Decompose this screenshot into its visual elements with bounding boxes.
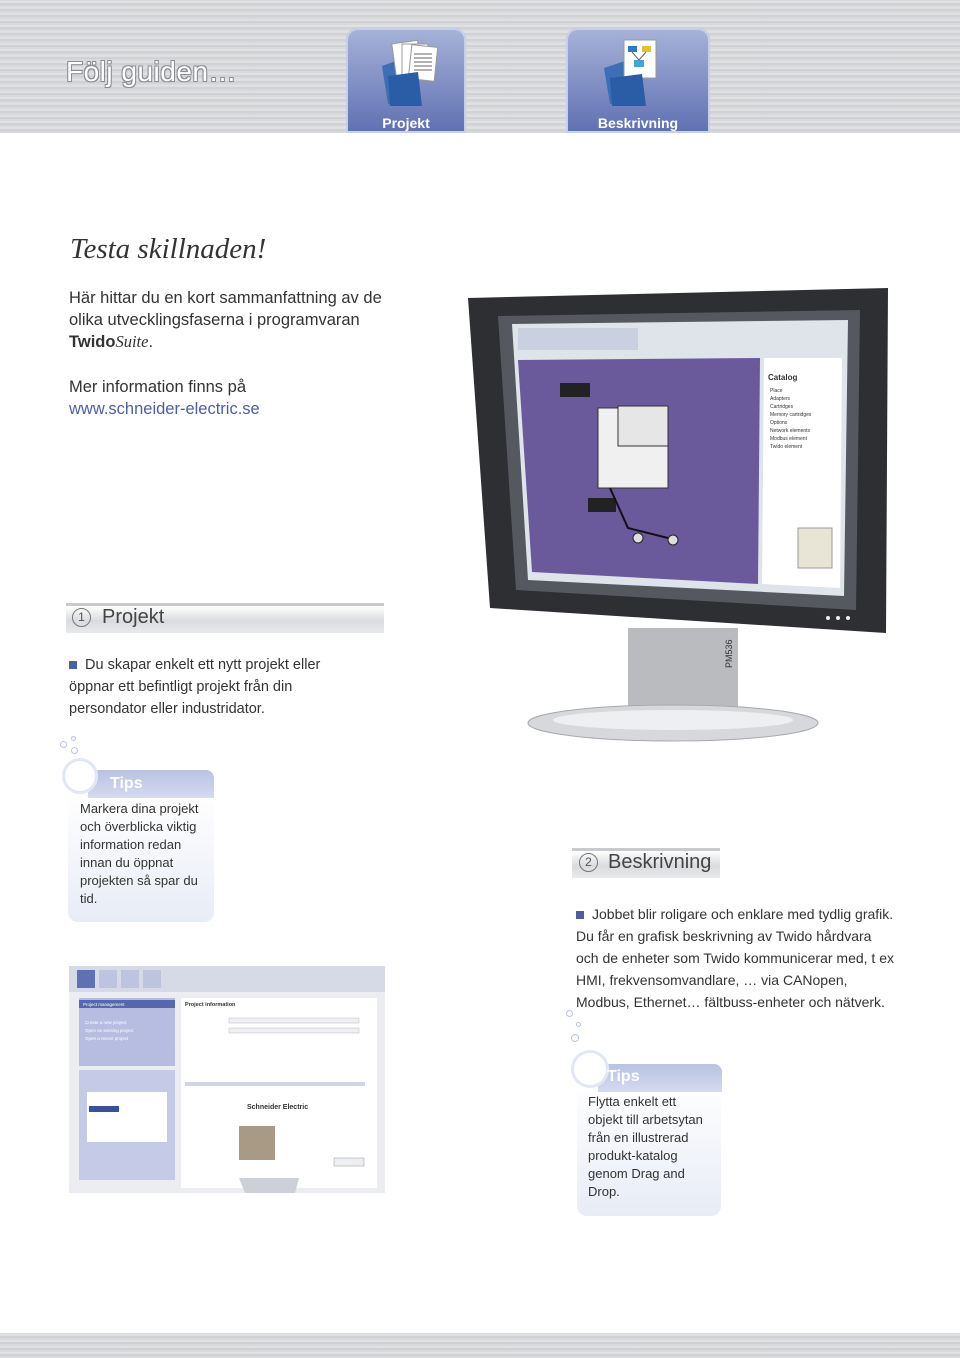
- catalog-item: Adapters: [770, 396, 791, 402]
- project-screenshot: [69, 966, 385, 1193]
- catalog-item: Modbus element: [770, 436, 807, 442]
- catalog-title: Catalog: [768, 373, 798, 382]
- tab-beskrivning[interactable]: [566, 28, 710, 133]
- bubble-icon: [71, 736, 76, 741]
- project-action: Open an existing project: [85, 1028, 134, 1033]
- brand-suite: Suite: [115, 332, 149, 351]
- footer-band: [0, 1333, 960, 1358]
- bubble-icon: [62, 758, 98, 794]
- website-link[interactable]: www.schneider-electric.se: [69, 400, 260, 418]
- intro-text: [69, 287, 399, 353]
- documents-folder-icon: [374, 36, 444, 108]
- section-1-number: 1: [72, 608, 91, 627]
- project-action: Open a recent project: [85, 1036, 129, 1041]
- section-2-title: Beskrivning: [608, 851, 712, 873]
- intro-heading: Testa skillnaden!: [70, 233, 267, 265]
- tips-2-title: Tips: [607, 1068, 640, 1085]
- intro-body: Här hittar du en kort sammanfattning av de olika utvecklingsfaserna i programvaran: [69, 289, 382, 329]
- project-info-title: Project information: [185, 1002, 236, 1008]
- tab-label: Beskrivning: [597, 115, 679, 131]
- intro-end: .: [148, 333, 154, 351]
- tips-1-text: Markera dina projekt och överblicka viktig information redan innan du öppnat projekten så spar du tid.: [80, 801, 199, 906]
- bubble-icon: [576, 1022, 581, 1027]
- bullet-icon: [576, 911, 584, 919]
- section-1-body: Du skapar enkelt ett nytt projekt eller öppnar ett befintligt projekt från din persondator eller industridator.: [69, 657, 321, 717]
- bubble-icon: [571, 1050, 609, 1088]
- more-info-text: Mer information finns på: [69, 378, 246, 396]
- catalog-item: Twido element: [770, 444, 803, 450]
- section-2-number: 2: [579, 853, 598, 872]
- tab-label: Projekt: [382, 115, 430, 131]
- bubble-icon: [571, 1034, 579, 1042]
- header-band: [0, 0, 960, 133]
- bubble-icon: [566, 1010, 573, 1017]
- catalog-item: Place: [770, 388, 783, 394]
- bubble-icon: [71, 747, 78, 754]
- section-1-text: [69, 654, 369, 720]
- bubble-icon: [60, 741, 67, 748]
- section-1-title: Projekt: [102, 606, 165, 628]
- more-info: [69, 376, 260, 420]
- catalog-item: Cartridges: [770, 404, 794, 410]
- project-panel-title: Project management: [83, 1002, 125, 1007]
- tips-tab-1: [88, 770, 214, 798]
- catalog-item: Options: [770, 420, 788, 426]
- tips-1-title: Tips: [110, 775, 143, 792]
- figure-code: PM536: [724, 639, 734, 668]
- tab-projekt[interactable]: [346, 28, 466, 133]
- monitor-illustration: [468, 288, 898, 748]
- catalog-item: Network elements: [770, 428, 811, 434]
- project-action: Create a new project: [85, 1020, 127, 1025]
- bullet-icon: [69, 661, 77, 669]
- section-2-text: [576, 903, 896, 1013]
- page-title: Följ guiden…: [66, 56, 237, 87]
- brand-twido: Twido: [69, 333, 116, 351]
- section-2-body: Jobbet blir roligare och enklare med tydlig grafik. Du får en grafisk beskrivning av Twido hårdvara och de enheter som Twido kommunicerar med, t ex HMI, frekvensomvandlare, … via CANopen, Modbus, Ethernet… fältbuss-enheter och nätverk.: [576, 906, 895, 1010]
- tips-2-text: Flytta enkelt ett objekt till arbetsytan från en illustrerad produkt-katalog genom Drag and Drop.: [588, 1094, 703, 1199]
- schneider-logo: Schneider Electric: [247, 1104, 309, 1111]
- catalog-item: Memory cartridges: [770, 412, 812, 418]
- diagram-folder-icon: [594, 36, 674, 108]
